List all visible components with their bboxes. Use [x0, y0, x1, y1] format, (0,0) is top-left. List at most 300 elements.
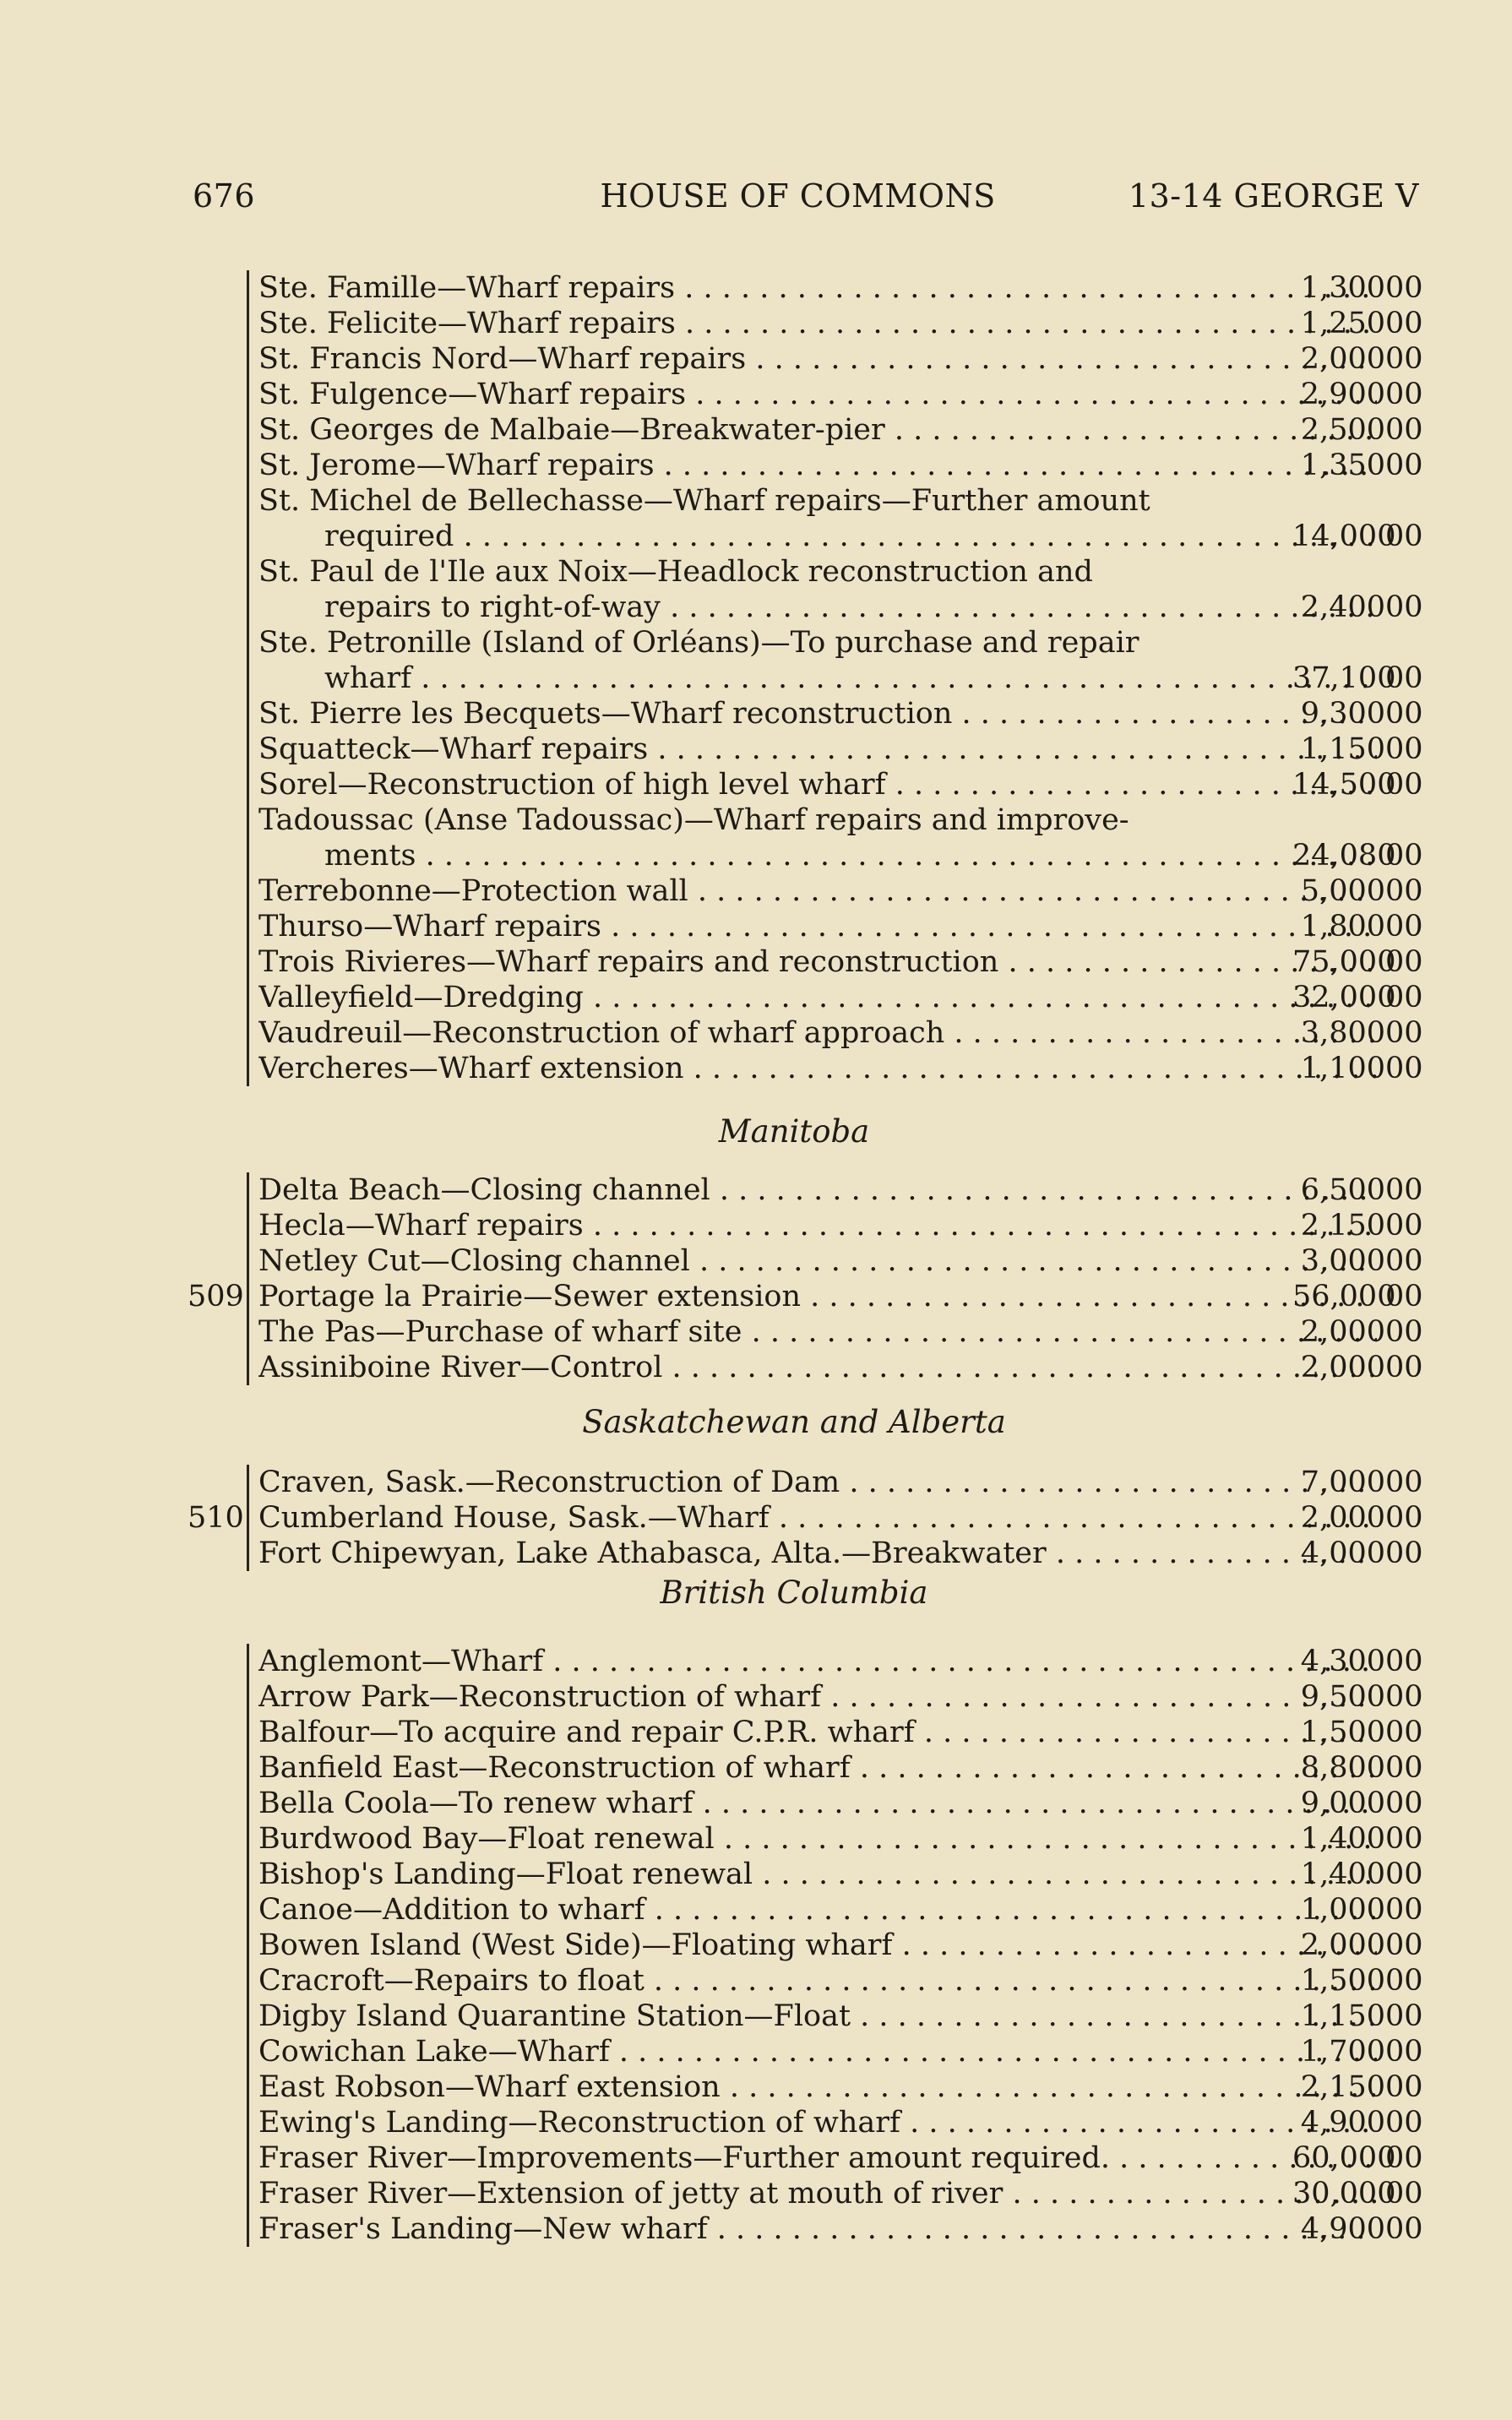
estimate-line — [169, 412, 1423, 448]
amount — [1292, 412, 1423, 448]
amount — [1292, 1208, 1423, 1243]
amount-cents: 00 — [1385, 378, 1423, 411]
item-description — [258, 1786, 1377, 1821]
estimate-line — [169, 1928, 1423, 1963]
item-description — [258, 1644, 1377, 1679]
amount — [1292, 1279, 1423, 1314]
amount-dollars: 4,900 — [1300, 2106, 1385, 2140]
estimate-line — [169, 2211, 1423, 2247]
amount-dollars: 9,000 — [1300, 1786, 1385, 1820]
item-text: Trois Rivieres—Wharf repairs and reconstruction — [258, 945, 999, 979]
bracket-line — [247, 2069, 249, 2105]
amount-dollars: 3,800 — [1300, 1016, 1385, 1050]
amount — [1292, 1465, 1423, 1500]
item-text: Ste. Petronille (Island of Orléans)—To purchase and repair — [258, 626, 1139, 660]
estimate-line — [169, 1208, 1423, 1243]
item-description — [258, 448, 1377, 483]
item-text: Hecla—Wharf repairs — [258, 1209, 584, 1243]
item-text: Fort Chipewyan, Lake Athabasca, Alta.—Breakwater — [258, 1536, 1047, 1570]
amount-dollars: 1,300 — [1300, 271, 1385, 305]
amount — [1292, 1857, 1423, 1892]
item-description — [258, 1314, 1377, 1350]
item-description — [258, 1172, 1377, 1208]
amount-dollars: 32,000 — [1292, 981, 1396, 1014]
amount-cents: 00 — [1385, 1857, 1423, 1891]
item-text: St. Georges de Malbaie—Breakwater-pier — [258, 413, 885, 447]
estimate-line — [169, 1999, 1423, 2034]
amount-cents: 00 — [1385, 2106, 1423, 2140]
estimate-line — [169, 1821, 1423, 1857]
leader-dots — [584, 1209, 1377, 1243]
bracket-line — [247, 1051, 249, 1086]
amount-dollars: 14,500 — [1292, 768, 1396, 802]
item-description — [258, 2034, 1377, 2069]
amount — [1292, 2105, 1423, 2140]
section-heading-british-columbia: British Columbia — [660, 1574, 928, 1611]
section-heading-saskatchewan-alberta: Saskatchewan and Alberta — [582, 1404, 1006, 1440]
amount-cents: 00 — [1385, 1680, 1423, 1714]
amount-cents: 00 — [1385, 910, 1423, 944]
estimate-line — [169, 1857, 1423, 1892]
amount-cents: 00 — [1385, 1893, 1423, 1927]
bracket-line — [247, 519, 249, 554]
item-text: Bishop's Landing—Float renewal — [258, 1857, 753, 1891]
amount — [1292, 1679, 1423, 1715]
amount-cents: 00 — [1385, 2070, 1423, 2104]
leader-dots — [753, 1857, 1377, 1891]
bracket-line — [247, 980, 249, 1015]
estimate-line — [169, 483, 1419, 519]
estimate-line — [169, 2069, 1423, 2105]
estimate-line — [169, 1963, 1423, 1999]
amount-dollars: 37,100 — [1292, 661, 1396, 695]
item-description — [258, 873, 1377, 909]
item-description — [258, 1821, 1377, 1857]
amount — [1292, 980, 1423, 1015]
leader-dots — [584, 981, 1377, 1014]
amount-dollars: 4,000 — [1300, 1536, 1385, 1570]
bracket-line — [247, 1314, 249, 1350]
bracket-line — [247, 1465, 249, 1500]
bracket-line — [247, 1015, 249, 1051]
amount — [1292, 519, 1423, 554]
amount — [1292, 1500, 1423, 1536]
item-text: Assiniboine River—Control — [258, 1351, 663, 1384]
leader-dots — [454, 519, 1377, 553]
amount — [1292, 661, 1423, 696]
item-description — [258, 2176, 1377, 2211]
amount-cents: 00 — [1385, 1173, 1423, 1207]
estimate-line — [169, 767, 1423, 802]
amount-cents: 00 — [1385, 271, 1423, 305]
amount-cents: 00 — [1385, 342, 1423, 376]
item-description — [258, 270, 1377, 306]
leader-dots — [648, 732, 1377, 766]
estimate-line — [169, 1500, 1423, 1536]
bracket-line — [247, 1963, 249, 1999]
amount-cents: 00 — [1385, 1280, 1423, 1313]
bracket-line — [247, 270, 249, 306]
amount — [1292, 1963, 1423, 1999]
estimate-line — [169, 341, 1423, 377]
saskatchewan-alberta-items — [169, 1465, 1423, 1571]
amount-dollars: 9,300 — [1300, 697, 1385, 731]
estimate-line — [169, 909, 1423, 944]
estimate-line — [169, 1172, 1423, 1208]
amount — [1292, 1172, 1423, 1208]
item-text: St. Francis Nord—Wharf repairs — [258, 342, 747, 376]
amount-cents: 00 — [1385, 839, 1423, 873]
amount — [1292, 2211, 1423, 2247]
bracket-line — [247, 909, 249, 944]
british-columbia-items — [169, 1644, 1423, 2247]
bracket-line — [247, 1928, 249, 1963]
bracket-line — [247, 1999, 249, 2034]
amount — [1292, 1015, 1423, 1051]
amount — [1292, 2069, 1423, 2105]
bracket-line — [247, 1208, 249, 1243]
amount-cents: 00 — [1385, 1315, 1423, 1349]
amount — [1292, 1644, 1423, 1679]
item-description — [258, 802, 1382, 838]
amount — [1292, 1715, 1423, 1750]
estimate-line — [169, 270, 1423, 306]
amount-dollars: 2,000 — [1300, 1351, 1385, 1384]
amount-dollars: 24,080 — [1292, 839, 1396, 873]
amount-dollars: 1,000 — [1300, 1893, 1385, 1927]
amount-dollars: 9,500 — [1300, 1680, 1385, 1714]
bracket-line — [247, 696, 249, 731]
amount-dollars: 7,000 — [1300, 1466, 1385, 1499]
amount-cents: 00 — [1385, 945, 1423, 979]
amount-cents: 00 — [1385, 2141, 1423, 2175]
amount-cents: 00 — [1385, 1822, 1423, 1856]
leader-dots — [688, 874, 1377, 908]
item-description — [258, 1208, 1377, 1243]
amount — [1292, 1786, 1423, 1821]
amount-cents: 00 — [1385, 1244, 1423, 1278]
estimate-line — [169, 377, 1423, 412]
bracket-line — [247, 767, 249, 802]
bracket-line — [247, 661, 249, 696]
item-description — [258, 2069, 1377, 2105]
item-text: Delta Beach—Closing channel — [258, 1173, 710, 1207]
amount — [1292, 696, 1423, 731]
amount-cents: 00 — [1385, 732, 1423, 766]
bracket-line — [247, 412, 249, 448]
item-description — [258, 980, 1377, 1015]
amount-dollars: 2,000 — [1300, 1315, 1385, 1349]
item-description — [324, 661, 1377, 696]
item-description — [258, 1963, 1377, 1999]
bracket-line — [247, 802, 249, 838]
leader-dots — [746, 342, 1377, 376]
amount-dollars: 2,150 — [1300, 1209, 1385, 1243]
item-text: required — [324, 519, 454, 553]
amount-dollars: 14,000 — [1292, 519, 1396, 553]
amount-dollars: 2,000 — [1300, 1928, 1385, 1962]
amount-dollars: 3,000 — [1300, 1244, 1385, 1278]
item-description — [258, 554, 1382, 590]
bracket-line — [247, 1857, 249, 1892]
amount-cents: 00 — [1385, 1786, 1423, 1820]
amount-cents: 00 — [1385, 768, 1423, 802]
item-description — [258, 1892, 1377, 1928]
bracket-line — [247, 1644, 249, 1679]
estimate-line — [169, 1644, 1423, 1679]
amount-dollars: 1,100 — [1300, 1052, 1385, 1085]
amount-dollars: 2,150 — [1300, 2070, 1385, 2104]
amount — [1292, 448, 1423, 483]
estimate-line — [169, 838, 1423, 873]
item-description — [258, 1465, 1377, 1500]
item-text: Ewing's Landing—Reconstruction of wharf — [258, 2106, 900, 2140]
item-text: Craven, Sask.—Reconstruction of Dam — [258, 1466, 840, 1499]
amount-dollars: 1,350 — [1300, 449, 1385, 482]
amount-cents: 00 — [1385, 2035, 1423, 2069]
bracket-line — [247, 554, 249, 590]
bracket-line — [247, 1821, 249, 1857]
amount — [1292, 1750, 1423, 1786]
item-text: Bella Coola—To renew wharf — [258, 1786, 693, 1820]
item-description — [258, 1679, 1377, 1715]
estimate-line — [169, 306, 1423, 341]
amount-cents: 00 — [1385, 1645, 1423, 1678]
bracket-line — [247, 2105, 249, 2140]
item-text: Cumberland House, Sask.—Wharf — [258, 1501, 770, 1535]
estimate-line — [169, 1715, 1423, 1750]
estimate-line — [169, 1750, 1423, 1786]
vote-number: 509 — [188, 1280, 244, 1313]
estimate-line — [169, 1051, 1423, 1086]
section-heading-manitoba: Manitoba — [718, 1113, 870, 1150]
item-description — [258, 944, 1377, 980]
item-text: repairs to right-of-way — [324, 590, 661, 624]
page-header — [193, 177, 1419, 220]
item-text: Cowichan Lake—Wharf — [258, 2035, 610, 2069]
amount-cents: 00 — [1385, 1052, 1423, 1085]
amount-cents: 00 — [1385, 1928, 1423, 1962]
amount-dollars: 2,400 — [1300, 590, 1385, 624]
bracket-line — [247, 1243, 249, 1279]
item-description — [258, 1243, 1377, 1279]
estimate-line — [169, 1465, 1423, 1500]
amount — [1292, 1999, 1423, 2034]
item-description — [258, 1750, 1377, 1786]
item-text: Burdwood Bay—Float renewal — [258, 1822, 715, 1856]
bracket-line — [247, 1715, 249, 1750]
estimate-line — [169, 2176, 1423, 2211]
item-description — [324, 590, 1377, 625]
amount-dollars: 56,000 — [1292, 1280, 1396, 1313]
item-text: East Robson—Wharf extension — [258, 2070, 721, 2104]
manitoba-items — [169, 1172, 1423, 1385]
amount-dollars: 8,800 — [1300, 1751, 1385, 1785]
estimate-line — [169, 731, 1423, 767]
item-description — [258, 767, 1377, 802]
estimate-line — [169, 2140, 1423, 2176]
estimate-line — [169, 1892, 1423, 1928]
item-text: Terrebonne—Protection wall — [258, 874, 688, 908]
leader-dots — [693, 1786, 1377, 1820]
amount-cents: 00 — [1385, 697, 1423, 731]
amount — [1292, 1243, 1423, 1279]
amount — [1292, 838, 1423, 873]
amount — [1292, 1928, 1423, 1963]
amount — [1292, 1536, 1423, 1571]
item-text: Fraser's Landing—New wharf — [258, 2212, 708, 2246]
amount-dollars: 4,300 — [1300, 1645, 1385, 1678]
item-text: Valleyfield—Dredging — [258, 981, 584, 1014]
leader-dots — [676, 307, 1377, 340]
item-text: St. Fulgence—Wharf repairs — [258, 378, 687, 411]
amount — [1292, 2140, 1423, 2176]
amount — [1292, 377, 1423, 412]
bracket-line — [247, 1750, 249, 1786]
item-description — [258, 1536, 1377, 1571]
amount-cents: 00 — [1385, 1351, 1423, 1384]
item-text: wharf — [324, 661, 412, 695]
item-text: Portage la Prairie—Sewer extension — [258, 1280, 802, 1313]
amount-dollars: 30,000 — [1292, 2177, 1396, 2211]
amount — [1292, 1892, 1423, 1928]
amount-cents: 00 — [1385, 590, 1423, 624]
bracket-line — [247, 1536, 249, 1571]
amount-dollars: 4,900 — [1300, 2212, 1385, 2246]
item-description — [258, 1279, 1377, 1314]
item-text: Arrow Park—Reconstruction of wharf — [258, 1680, 822, 1714]
amount-cents: 00 — [1385, 874, 1423, 908]
bracket-line — [247, 1500, 249, 1536]
amount — [1292, 2176, 1423, 2211]
amount-dollars: 1,150 — [1300, 732, 1385, 766]
bracket-line — [247, 873, 249, 909]
amount — [1292, 306, 1423, 341]
vote-number: 510 — [188, 1501, 244, 1535]
amount-cents: 00 — [1385, 1999, 1423, 2033]
estimate-line — [169, 1243, 1423, 1279]
amount-dollars: 1,500 — [1300, 1716, 1385, 1749]
quebec-items — [169, 270, 1423, 1086]
item-description — [258, 306, 1377, 341]
item-text: ments — [324, 839, 416, 873]
amount-cents: 00 — [1385, 981, 1423, 1014]
amount-cents: 00 — [1385, 1466, 1423, 1499]
item-description — [258, 1015, 1377, 1051]
estimate-line — [169, 554, 1419, 590]
amount-dollars: 6,500 — [1300, 1173, 1385, 1207]
item-text: St. Jerome—Wharf repairs — [258, 449, 655, 482]
item-description — [258, 1051, 1377, 1086]
item-text: Vercheres—Wharf extension — [258, 1052, 684, 1085]
item-text: Fraser River—Improvements—Further amount required. — [258, 2141, 1111, 2175]
bracket-line — [247, 306, 249, 341]
amount — [1292, 270, 1423, 306]
amount — [1292, 944, 1423, 980]
amount — [1292, 1051, 1423, 1086]
bracket-line — [247, 483, 249, 519]
item-description — [258, 1500, 1377, 1536]
bracket-line — [247, 341, 249, 377]
leader-dots — [721, 2070, 1377, 2104]
bracket-line — [247, 731, 249, 767]
leader-dots — [690, 1244, 1377, 1278]
estimate-line — [169, 1314, 1423, 1350]
amount-cents: 00 — [1385, 661, 1423, 695]
item-text: Sorel—Reconstruction of high level wharf — [258, 768, 886, 802]
leader-dots — [645, 1964, 1377, 1998]
item-text: Cracroft—Repairs to float — [258, 1964, 645, 1998]
leader-dots — [675, 271, 1377, 305]
bracket-line — [247, 1350, 249, 1385]
item-text: Canoe—Addition to wharf — [258, 1893, 645, 1927]
page-number: 676 — [193, 177, 256, 215]
amount — [1292, 909, 1423, 944]
amount — [1292, 2034, 1423, 2069]
amount-cents: 00 — [1385, 1016, 1423, 1050]
amount-dollars: 1,800 — [1300, 910, 1385, 944]
item-text: Ste. Famille—Wharf repairs — [258, 271, 676, 305]
estimate-line — [169, 1786, 1423, 1821]
estimate-line — [169, 944, 1423, 980]
estimate-line — [169, 625, 1419, 661]
amount-cents: 00 — [1385, 519, 1423, 553]
estimate-line — [169, 1015, 1423, 1051]
amount-cents: 00 — [1385, 1501, 1423, 1535]
item-text: Thurso—Wharf repairs — [258, 910, 601, 944]
item-text: Balfour—To acquire and repair C.P.R. wharf — [258, 1716, 915, 1749]
bracket-line — [247, 448, 249, 483]
estimate-line — [169, 802, 1419, 838]
amount-cents: 00 — [1385, 1209, 1423, 1243]
item-description — [258, 1999, 1377, 2034]
estimate-line — [169, 590, 1423, 625]
amount-dollars: 1,400 — [1300, 1857, 1385, 1891]
item-text: Anglemont—Wharf — [258, 1645, 544, 1678]
item-text: St. Michel de Bellechasse—Wharf repairs—Further amount — [258, 484, 1150, 518]
leader-dots — [684, 1052, 1377, 1085]
amount-dollars: 2,000 — [1300, 342, 1385, 376]
item-description — [324, 838, 1377, 873]
item-text: Vaudreuil—Reconstruction of wharf approach — [258, 1016, 945, 1050]
amount-cents: 00 — [1385, 449, 1423, 482]
estimate-line — [169, 1679, 1423, 1715]
amount-dollars: 1,500 — [1300, 1964, 1385, 1998]
estimate-line — [169, 1279, 1423, 1314]
amount — [1292, 1350, 1423, 1385]
amount-dollars: 2,500 — [1300, 413, 1385, 447]
item-text: Banfield East—Reconstruction of wharf — [258, 1751, 851, 1785]
amount-cents: 00 — [1385, 1964, 1423, 1998]
amount-cents: 00 — [1385, 1716, 1423, 1749]
item-description — [258, 341, 1377, 377]
leader-dots — [742, 1315, 1377, 1349]
leader-dots — [662, 1351, 1377, 1384]
item-description — [258, 696, 1377, 731]
item-description — [258, 731, 1377, 767]
amount-cents: 00 — [1385, 1751, 1423, 1785]
item-description — [258, 483, 1382, 519]
estimate-line — [169, 661, 1423, 696]
amount-dollars: 2,000 — [1300, 1501, 1385, 1535]
amount — [1292, 341, 1423, 377]
item-description — [258, 2105, 1377, 2140]
leader-dots — [411, 661, 1377, 695]
amount-dollars: 5,000 — [1300, 874, 1385, 908]
item-description — [258, 1857, 1377, 1892]
bracket-line — [247, 625, 249, 661]
estimate-line — [169, 1350, 1423, 1385]
